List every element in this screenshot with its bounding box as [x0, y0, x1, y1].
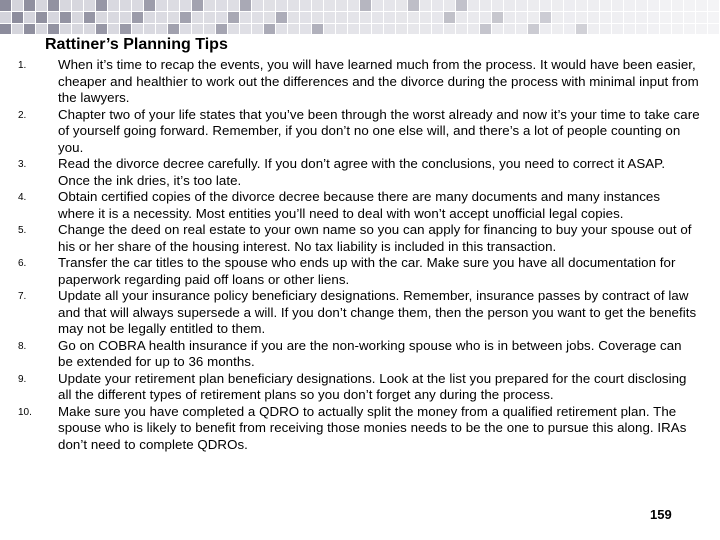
- list-item-text: Obtain certified copies of the divorce decree because there are many documents and many instances where it is a necessity. Most entities you’ll need to deal with won’t accept unofficial legal copies.: [58, 189, 661, 221]
- decorative-square: [408, 24, 419, 34]
- decorative-square: [396, 12, 407, 23]
- decorative-square: [0, 12, 11, 23]
- decorative-square: [468, 12, 479, 23]
- decorative-square: [72, 0, 83, 11]
- decorative-square: [480, 0, 491, 11]
- decorative-square: [204, 24, 215, 34]
- decorative-square: [624, 0, 635, 11]
- decorative-square: [0, 24, 11, 34]
- decorative-square: [456, 24, 467, 34]
- list-item-number: 7.: [18, 291, 27, 302]
- decorative-square: [144, 12, 155, 23]
- decorative-square: [120, 24, 131, 34]
- decorative-square: [36, 24, 47, 34]
- decorative-square: [540, 12, 551, 23]
- list-item: [18, 288, 700, 338]
- decorative-square: [192, 12, 203, 23]
- decorative-square: [252, 0, 263, 11]
- decorative-square: [672, 12, 683, 23]
- decorative-square: [240, 24, 251, 34]
- decorative-square: [60, 24, 71, 34]
- decorative-square: [636, 12, 647, 23]
- decorative-square: [228, 0, 239, 11]
- decorative-square: [276, 24, 287, 34]
- decorative-square: [384, 24, 395, 34]
- decorative-square: [444, 12, 455, 23]
- decorative-square: [564, 0, 575, 11]
- decorative-square: [24, 24, 35, 34]
- decorative-square: [612, 24, 623, 34]
- decorative-square: [564, 12, 575, 23]
- decorative-square: [516, 12, 527, 23]
- list-item-text: Transfer the car titles to the spouse who ends up with the car. Make sure you have all documentation for paperwork regarding paid off loans or other liens.: [58, 255, 676, 287]
- decorative-square: [696, 24, 707, 34]
- list-item-number: 9.: [18, 373, 27, 385]
- decorative-square: [552, 24, 563, 34]
- decorative-square: [264, 24, 275, 34]
- decorative-square: [552, 12, 563, 23]
- decorative-square: [72, 24, 83, 34]
- decorative-square: [300, 0, 311, 11]
- decorative-square: [96, 24, 107, 34]
- decorative-square: [384, 12, 395, 23]
- decorative-square: [300, 12, 311, 23]
- decorative-square: [684, 0, 695, 11]
- list-item-text: Go on COBRA health insurance if you are the non-working spouse who is in between jobs. Coverage can be extended for up to 36 months.: [58, 337, 682, 369]
- list-item: [18, 57, 700, 107]
- list-item-number: 1.: [18, 60, 27, 71]
- decorative-square: [636, 0, 647, 11]
- decorative-square: [384, 0, 395, 11]
- decorative-square: [444, 24, 455, 34]
- decorative-square: [528, 0, 539, 11]
- decorative-square: [324, 0, 335, 11]
- decorative-square: [156, 0, 167, 11]
- list-item-text: Read the divorce decree carefully. If you don’t agree with the conclusions, you need to correct it ASAP. Once the ink dries, it’s too late.: [58, 156, 666, 188]
- decorative-square: [276, 12, 287, 23]
- decorative-square: [480, 24, 491, 34]
- decorative-square: [60, 12, 71, 23]
- decorative-square: [84, 24, 95, 34]
- decorative-square: [192, 0, 203, 11]
- decorative-square: [540, 0, 551, 11]
- decorative-square: [120, 12, 131, 23]
- decorative-square: [516, 24, 527, 34]
- decorative-square: [348, 12, 359, 23]
- page-title: Rattiner’s Planning Tips: [45, 36, 228, 53]
- list-item-text: Change the deed on real estate to your own name so you can apply for financing to buy your spouse out of his or her share of the housing interest. No tax liability is included in this transaction.: [58, 222, 692, 254]
- decorative-square: [360, 24, 371, 34]
- decorative-square: [288, 0, 299, 11]
- list-item: [18, 404, 700, 454]
- decorative-square: [336, 24, 347, 34]
- list-item: [18, 156, 700, 189]
- list-item-text: When it’s time to recap the events, you will have learned much from the process. It would have been easier, cheaper and healthier to work out the differences and the divorce during the process with minimal input from the lawyers.: [58, 57, 699, 105]
- decorative-square: [408, 12, 419, 23]
- decorative-square: [480, 12, 491, 23]
- decorative-square: [36, 12, 47, 23]
- list-item-text: Update all your insurance policy beneficiary designations. Remember, insurance passes by contract of law and that will always supersede a will. If you don’t change them, then the person you want to get the benefits may not be legally entitled to them.: [58, 288, 697, 336]
- list-item-number: 8.: [18, 340, 27, 352]
- list-item: [18, 255, 700, 288]
- decorative-square: [420, 0, 431, 11]
- decorative-square: [288, 12, 299, 23]
- decorative-square: [504, 12, 515, 23]
- decorative-square: [48, 24, 59, 34]
- decorative-square: [108, 24, 119, 34]
- decorative-square: [72, 12, 83, 23]
- decorative-square: [576, 12, 587, 23]
- decorative-square: [624, 24, 635, 34]
- decorative-square: [576, 24, 587, 34]
- list-item-number: 10.: [18, 406, 32, 418]
- decorative-square: [120, 0, 131, 11]
- decorative-square: [264, 0, 275, 11]
- decorative-square: [492, 0, 503, 11]
- decorative-square: [168, 12, 179, 23]
- decorative-square: [228, 12, 239, 23]
- decorative-square: [348, 0, 359, 11]
- decorative-square: [24, 12, 35, 23]
- decorative-square: [96, 12, 107, 23]
- decorative-square: [672, 24, 683, 34]
- decorative-square: [168, 24, 179, 34]
- decorative-square: [12, 0, 23, 11]
- decorative-square: [360, 0, 371, 11]
- decorative-square: [492, 24, 503, 34]
- list-item: [18, 338, 700, 371]
- decorative-square: [468, 0, 479, 11]
- decorative-square: [396, 0, 407, 11]
- decorative-square: [252, 24, 263, 34]
- decorative-square: [708, 24, 719, 34]
- decorative-square: [84, 0, 95, 11]
- decorative-square: [456, 0, 467, 11]
- decorative-square: [144, 24, 155, 34]
- decorative-square: [300, 24, 311, 34]
- decorative-square: [0, 0, 11, 11]
- decorative-square: [396, 24, 407, 34]
- decorative-square: [444, 0, 455, 11]
- decorative-square: [324, 24, 335, 34]
- decorative-square: [12, 24, 23, 34]
- decorative-square: [336, 12, 347, 23]
- decorative-square: [624, 12, 635, 23]
- decorative-square: [420, 12, 431, 23]
- decorative-square: [108, 0, 119, 11]
- decorative-square: [612, 0, 623, 11]
- list-item-text: Make sure you have completed a QDRO to actually split the money from a qualified retirement plan. The spouse who is likely to benefit from receiving those monies needs to be the one to pursue this along. IRAs don’t need to complete QDROs.: [58, 403, 687, 452]
- decorative-square: [204, 0, 215, 11]
- decorative-square: [684, 12, 695, 23]
- decorative-square: [420, 24, 431, 34]
- decorative-square: [504, 24, 515, 34]
- decorative-square: [696, 12, 707, 23]
- decorative-square: [588, 0, 599, 11]
- decorative-square: [180, 0, 191, 11]
- decorative-square: [276, 0, 287, 11]
- decorative-square: [660, 12, 671, 23]
- decorative-square: [84, 12, 95, 23]
- decorative-square: [216, 24, 227, 34]
- decorative-square: [132, 24, 143, 34]
- decorative-square: [336, 0, 347, 11]
- decorative-square: [96, 0, 107, 11]
- decorative-square: [156, 12, 167, 23]
- decorative-square: [576, 0, 587, 11]
- decorative-square: [36, 0, 47, 11]
- decorative-square: [432, 24, 443, 34]
- decorative-header-squares: [0, 0, 720, 34]
- decorative-square: [564, 24, 575, 34]
- list-item: [18, 107, 700, 157]
- decorative-square: [660, 24, 671, 34]
- decorative-square: [60, 0, 71, 11]
- decorative-square: [468, 24, 479, 34]
- decorative-square: [600, 24, 611, 34]
- decorative-square: [600, 0, 611, 11]
- decorative-square: [216, 12, 227, 23]
- decorative-square: [168, 0, 179, 11]
- decorative-square: [240, 0, 251, 11]
- decorative-square: [348, 24, 359, 34]
- decorative-square: [204, 12, 215, 23]
- list-item-number: 2.: [18, 109, 27, 121]
- tips-list: [18, 57, 700, 453]
- decorative-square: [312, 0, 323, 11]
- decorative-square: [672, 0, 683, 11]
- list-item-number: 6.: [18, 258, 27, 269]
- list-item-number: 3.: [18, 159, 27, 170]
- decorative-square: [660, 0, 671, 11]
- decorative-square: [588, 12, 599, 23]
- decorative-square: [216, 0, 227, 11]
- decorative-square: [684, 24, 695, 34]
- decorative-square: [528, 24, 539, 34]
- decorative-square: [708, 12, 719, 23]
- decorative-square: [180, 12, 191, 23]
- decorative-square: [228, 24, 239, 34]
- decorative-square: [708, 0, 719, 11]
- decorative-square: [588, 24, 599, 34]
- list-item-text: Chapter two of your life states that you’ve been through the worst already and now it’s your time to take care of yourself going forward. Remember, if you don’t no one else will, and there’s a lot of people counting on you.: [58, 106, 700, 155]
- decorative-square: [696, 0, 707, 11]
- decorative-square: [372, 0, 383, 11]
- decorative-square: [648, 12, 659, 23]
- decorative-square: [264, 12, 275, 23]
- decorative-square: [528, 12, 539, 23]
- decorative-square: [192, 24, 203, 34]
- decorative-square: [504, 0, 515, 11]
- decorative-square: [648, 24, 659, 34]
- decorative-square: [12, 12, 23, 23]
- decorative-square: [288, 24, 299, 34]
- decorative-square: [324, 12, 335, 23]
- list-item-text: Update your retirement plan beneficiary designations. Look at the list you prepared for the court disclosing all the different types of retirement plans so you don’t forget any during the process.: [58, 370, 687, 402]
- decorative-square: [600, 12, 611, 23]
- decorative-square: [180, 24, 191, 34]
- decorative-square: [24, 0, 35, 11]
- decorative-square: [432, 0, 443, 11]
- decorative-square: [48, 0, 59, 11]
- decorative-square: [516, 0, 527, 11]
- decorative-square: [240, 12, 251, 23]
- decorative-square: [252, 12, 263, 23]
- decorative-square: [492, 12, 503, 23]
- page-number: 159: [650, 507, 672, 522]
- decorative-square: [612, 12, 623, 23]
- decorative-square: [156, 24, 167, 34]
- decorative-square: [312, 12, 323, 23]
- list-item-number: 4.: [18, 192, 27, 203]
- list-item-number: 5.: [18, 225, 27, 236]
- decorative-square: [432, 12, 443, 23]
- decorative-square: [132, 0, 143, 11]
- list-item: [18, 222, 700, 255]
- decorative-square: [372, 24, 383, 34]
- list-item: [18, 371, 700, 404]
- decorative-square: [48, 12, 59, 23]
- decorative-square: [540, 24, 551, 34]
- decorative-square: [132, 12, 143, 23]
- decorative-square: [408, 0, 419, 11]
- decorative-square: [648, 0, 659, 11]
- decorative-square: [456, 12, 467, 23]
- decorative-square: [108, 12, 119, 23]
- decorative-square: [360, 12, 371, 23]
- decorative-square: [552, 0, 563, 11]
- decorative-square: [636, 24, 647, 34]
- list-item: [18, 189, 700, 222]
- decorative-square: [372, 12, 383, 23]
- decorative-square: [144, 0, 155, 11]
- decorative-square: [312, 24, 323, 34]
